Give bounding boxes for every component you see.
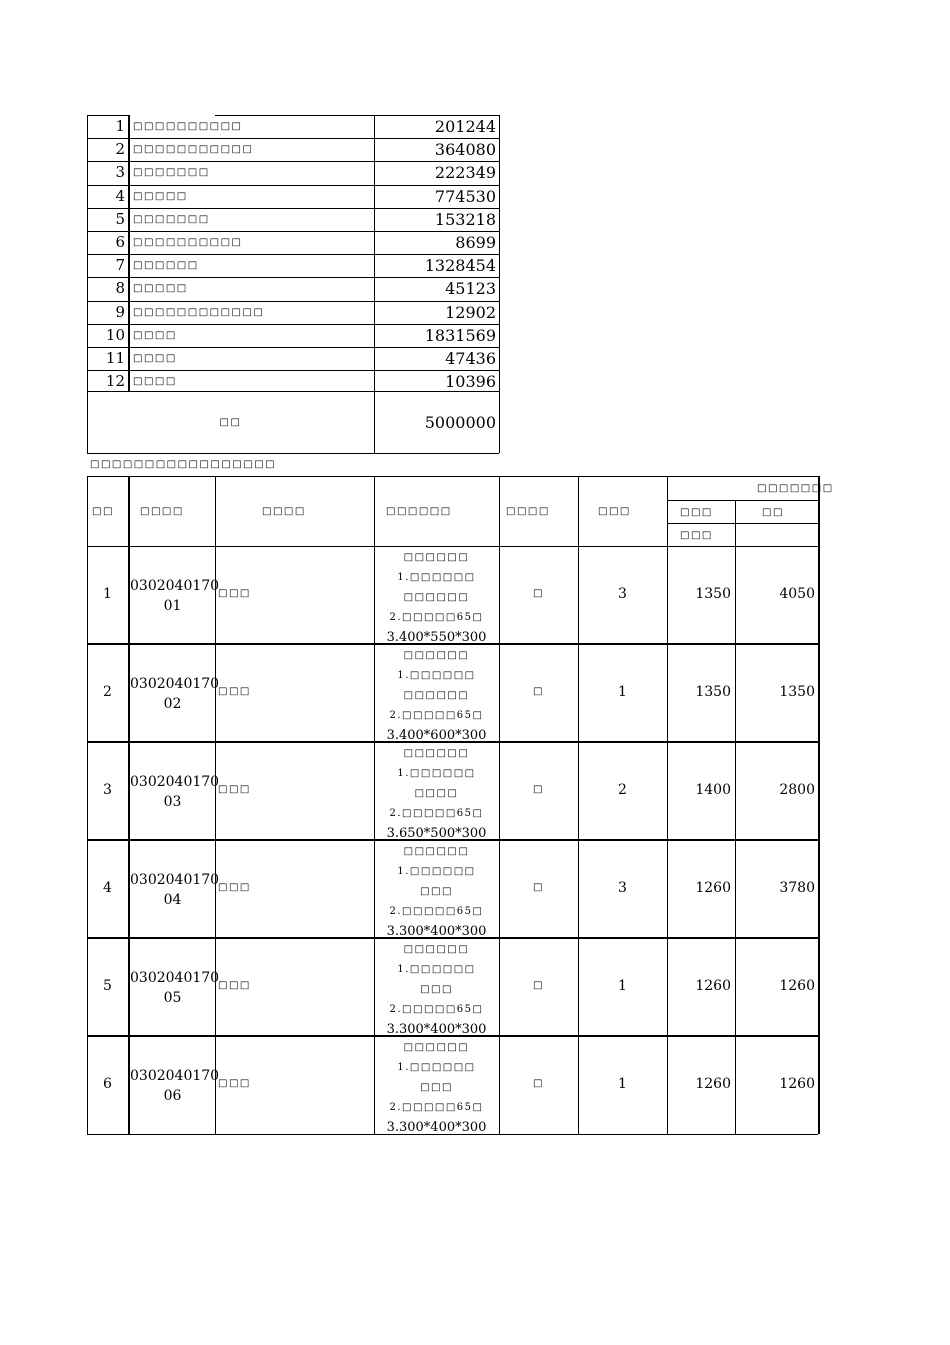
- feature-line: 3.300*400*300: [386, 924, 487, 938]
- header-unit-price: □□□: [680, 507, 713, 518]
- summary-total-label: □□: [219, 418, 242, 428]
- detail-rule: [499, 476, 500, 1134]
- feature-line: □□□□□□: [403, 592, 470, 603]
- feature-line: 1.□□□□□□: [397, 670, 476, 681]
- row-total: 3780: [779, 880, 815, 896]
- summary-row-amount: 774530: [434, 186, 496, 206]
- summary-rule: [87, 254, 499, 255]
- summary-row-name: □□□□: [133, 377, 177, 388]
- summary-rule: [215, 115, 499, 116]
- header-money-group: □□□□□□□: [757, 483, 834, 494]
- feature-line: 2.□□□□□65□: [389, 906, 484, 917]
- detail-rule: [667, 523, 818, 524]
- feature-line: 1.□□□□□□: [397, 1062, 476, 1073]
- summary-rule: [87, 185, 499, 186]
- summary-row-name: □□□□□□: [133, 261, 199, 272]
- row-code-b: 03: [163, 794, 182, 810]
- summary-row-no: 1: [115, 117, 125, 135]
- header-total: □□: [762, 507, 784, 518]
- feature-line: 3.400*600*300: [386, 728, 487, 742]
- summary-row-no: 10: [105, 325, 125, 344]
- row-unit: □: [533, 882, 544, 893]
- row-total: 1350: [779, 684, 815, 700]
- summary-row-name: □□□□□□□: [133, 214, 210, 225]
- summary-row-amount: 10396: [445, 372, 496, 392]
- summary-row-no: 11: [105, 349, 125, 367]
- summary-row-amount: 201244: [434, 117, 496, 136]
- row-price: 1400: [695, 782, 731, 798]
- row-name: □□□: [218, 686, 251, 697]
- summary-row-no: 8: [115, 279, 125, 298]
- feature-line: □□□: [420, 984, 453, 995]
- row-price: 1260: [695, 880, 731, 896]
- header-unit: □□□□: [506, 506, 550, 517]
- feature-line: 3.300*400*300: [386, 1120, 487, 1134]
- summary-row-amount: 47436: [445, 349, 496, 368]
- row-code-a: 0302040170: [130, 970, 220, 986]
- row-price: 1260: [695, 1076, 731, 1092]
- header-qty: □□□: [598, 506, 631, 517]
- detail-rule: [87, 476, 818, 477]
- feature-line: 3.300*400*300: [386, 1022, 487, 1036]
- summary-row-no: 2: [115, 140, 125, 159]
- feature-line: 1.□□□□□□: [397, 866, 476, 877]
- summary-rule: [499, 115, 500, 453]
- row-feature: [374, 646, 499, 742]
- summary-rule: [87, 391, 499, 392]
- row-no: 2: [103, 684, 112, 700]
- summary-row-name: □□□□□□□□□□: [133, 238, 243, 248]
- feature-line: □□□: [420, 886, 453, 897]
- detail-rule: [818, 476, 820, 1134]
- summary-rule: [87, 208, 499, 209]
- row-price: 1350: [695, 586, 731, 602]
- row-code-b: 02: [163, 696, 182, 712]
- summary-rule: [87, 138, 499, 139]
- row-code-b: 01: [163, 598, 182, 614]
- feature-line: 2.□□□□□65□: [389, 808, 484, 819]
- row-unit: □: [533, 784, 544, 795]
- feature-line: 1.□□□□□□: [397, 768, 476, 779]
- row-feature: [374, 940, 499, 1036]
- feature-line: 2.□□□□□65□: [389, 710, 484, 721]
- row-name: □□□: [218, 980, 251, 991]
- row-no: 6: [103, 1076, 112, 1092]
- summary-row-name: □□□□□□□□□□□□: [133, 307, 265, 318]
- feature-line: □□□□□□: [403, 552, 470, 563]
- row-unit: □: [533, 980, 544, 991]
- detail-rule: [87, 546, 818, 547]
- summary-row-amount: 1328454: [424, 256, 496, 276]
- header-code: □□□□: [140, 506, 184, 517]
- row-qty: 3: [618, 586, 627, 602]
- row-name: □□□: [218, 1078, 251, 1089]
- feature-line: □□□□: [414, 788, 459, 799]
- summary-row-name: □□□□□□□□□□□: [133, 145, 254, 156]
- summary-row-amount: 8699: [455, 233, 496, 252]
- feature-line: 3.650*500*300: [386, 826, 487, 840]
- row-qty: 2: [618, 782, 627, 798]
- feature-line: 1.□□□□□□: [397, 572, 476, 583]
- summary-row-no: 6: [115, 233, 125, 251]
- feature-line: 3.400*550*300: [386, 630, 487, 644]
- row-feature: [374, 744, 499, 840]
- row-unit: □: [533, 588, 544, 599]
- summary-row-no: 7: [115, 256, 125, 275]
- detail-rule: [667, 476, 668, 1134]
- row-total: 1260: [779, 978, 815, 994]
- row-name: □□□: [218, 784, 251, 795]
- row-qty: 1: [618, 684, 627, 700]
- row-no: 5: [103, 978, 112, 994]
- row-price: 1260: [695, 978, 731, 994]
- summary-row-amount: 12902: [445, 302, 496, 322]
- summary-row-name: □□□□: [133, 354, 177, 364]
- summary-row-no: 4: [115, 186, 125, 205]
- row-qty: 1: [618, 978, 627, 994]
- row-unit: □: [533, 1078, 544, 1089]
- feature-line: 1.□□□□□□: [397, 964, 476, 975]
- detail-rule: [578, 476, 579, 1134]
- header-feature: □□□□□□: [386, 506, 452, 517]
- detail-rule: [215, 476, 216, 1134]
- row-unit: □: [533, 686, 544, 697]
- feature-line: □□□□□□: [403, 690, 470, 701]
- feature-line: 2.□□□□□65□: [389, 1102, 484, 1113]
- row-code-a: 0302040170: [130, 774, 220, 790]
- row-no: 3: [103, 782, 112, 798]
- row-name: □□□: [218, 588, 251, 599]
- header-sub: □□□: [680, 530, 713, 541]
- row-code-a: 0302040170: [130, 872, 220, 888]
- summary-row-no: 5: [115, 209, 125, 228]
- summary-rule: [87, 324, 499, 325]
- header-name: □□□□: [262, 506, 306, 517]
- detail-caption: □□□□□□□□□□□□□□□□□: [90, 459, 277, 470]
- row-total: 1260: [779, 1076, 815, 1092]
- row-no: 1: [103, 586, 112, 602]
- summary-row-amount: 222349: [434, 163, 496, 183]
- summary-row-name: □□□□□□□: [133, 168, 210, 179]
- summary-rule: [87, 301, 499, 302]
- row-code-b: 06: [163, 1088, 182, 1104]
- summary-row-name: □□□□□: [133, 284, 188, 295]
- row-total: 4050: [779, 586, 815, 602]
- feature-line: □□□□□□: [403, 650, 470, 661]
- feature-line: □□□: [420, 1082, 453, 1093]
- feature-line: □□□□□□: [403, 944, 470, 955]
- row-name: □□□: [218, 882, 251, 893]
- feature-line: □□□□□□: [403, 1042, 470, 1053]
- row-qty: 1: [618, 1076, 627, 1092]
- summary-row-amount: 1831569: [424, 325, 496, 345]
- row-code-a: 0302040170: [130, 676, 220, 692]
- row-code-b: 04: [163, 892, 182, 908]
- summary-total-amount: 5000000: [424, 413, 496, 432]
- summary-rule: [87, 370, 499, 371]
- row-code-a: 0302040170: [130, 578, 220, 594]
- row-feature: [374, 548, 499, 644]
- summary-row-amount: 364080: [434, 140, 496, 160]
- row-code-a: 0302040170: [130, 1068, 220, 1084]
- summary-rule: [87, 115, 128, 116]
- summary-row-amount: 45123: [445, 279, 496, 299]
- summary-row-name: □□□□□: [133, 191, 188, 202]
- feature-line: □□□□□□: [403, 748, 470, 759]
- row-feature: [374, 1038, 499, 1134]
- row-code-b: 05: [163, 990, 182, 1006]
- summary-row-no: 12: [105, 372, 125, 391]
- row-price: 1350: [695, 684, 731, 700]
- header-no: □□: [92, 506, 114, 517]
- row-feature: [374, 842, 499, 938]
- detail-rule: [87, 1134, 818, 1135]
- summary-rule: [87, 231, 499, 232]
- summary-row-no: 3: [115, 163, 125, 182]
- summary-rule: [87, 161, 499, 162]
- row-qty: 3: [618, 880, 627, 896]
- feature-line: 2.□□□□□65□: [389, 612, 484, 623]
- detail-rule: [87, 476, 88, 1134]
- summary-row-name: □□□□□□□□□□: [133, 122, 243, 132]
- summary-rule: [87, 277, 499, 278]
- summary-row-amount: 153218: [434, 209, 496, 229]
- summary-row-name: □□□□: [133, 330, 177, 341]
- detail-rule: [667, 500, 818, 501]
- row-no: 4: [103, 880, 112, 896]
- feature-line: □□□□□□: [403, 846, 470, 857]
- summary-rule: [87, 453, 499, 454]
- summary-rule: [128, 115, 130, 391]
- feature-line: 2.□□□□□65□: [389, 1004, 484, 1015]
- summary-rule: [87, 347, 499, 348]
- summary-row-no: 9: [115, 302, 125, 321]
- row-total: 2800: [779, 782, 815, 798]
